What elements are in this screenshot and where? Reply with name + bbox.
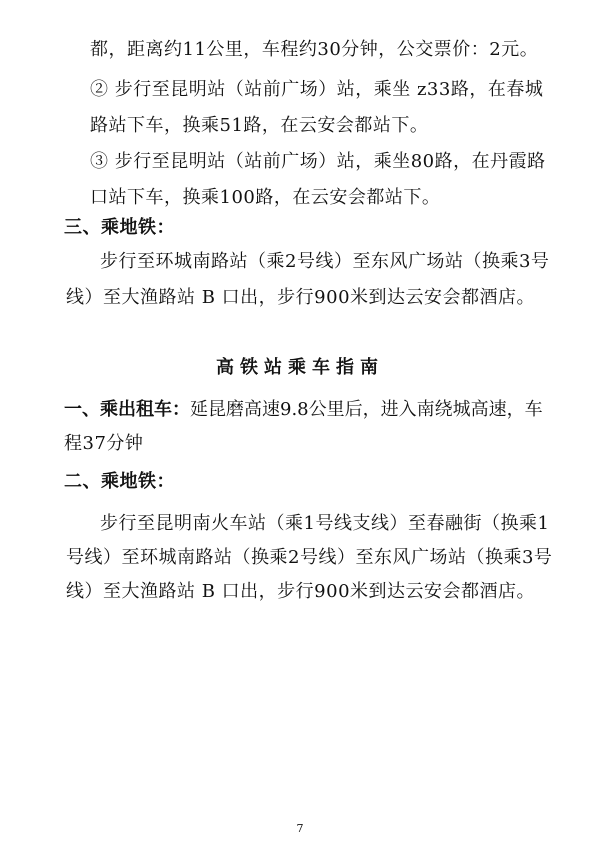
high-speed-metro-heading: 二、乘地铁： (64, 471, 175, 492)
bus-option-2-line-1: ② 步行至昆明站（站前广场）站，乘坐 z33路，在春城 (90, 79, 544, 100)
train-station-metro-line-1: 步行至环城南路站（乘2号线）至东风广场站（换乘3号 (100, 251, 550, 272)
high-speed-taxi-row (64, 398, 543, 422)
bus-option-1-continuation: 都，距离约11公里，车程约30分钟，公交票价：2元。 (90, 39, 539, 60)
bus-option-3-line-2: 口站下车，换乘100路，在云安会都站下。 (90, 187, 441, 208)
high-speed-taxi-label: 一、乘出租车： (64, 399, 190, 420)
bus-option-2-line-2: 路站下车，换乘51路，在云安会都站下。 (90, 115, 429, 136)
page-number: 7 (296, 822, 304, 835)
high-speed-metro-line-2: 号线）至环城南路站（换乘2号线）至东风广场站（换乘3号 (66, 547, 553, 568)
bus-option-3-line-1: ③ 步行至昆明站（站前广场）站，乘坐80路，在丹霞路 (90, 151, 546, 172)
train-station-metro-line-2: 线）至大渔路站 B 口出，步行900米到达云安会都酒店。 (66, 287, 536, 308)
high-speed-metro-line-1: 步行至昆明南火车站（乘1号线支线）至春融街（换乘1 (100, 513, 550, 534)
high-speed-taxi-text-1: 延昆磨高速9.8公里后，进入南绕城高速，车 (190, 399, 543, 420)
high-speed-taxi-text-2: 程37分钟 (64, 433, 144, 454)
train-station-metro-heading: 三、乘地铁： (64, 217, 175, 238)
high-speed-section-title: 高铁站乘车指南 (216, 357, 384, 378)
high-speed-metro-line-3: 线）至大渔路站 B 口出，步行900米到达云安会都酒店。 (66, 581, 536, 602)
